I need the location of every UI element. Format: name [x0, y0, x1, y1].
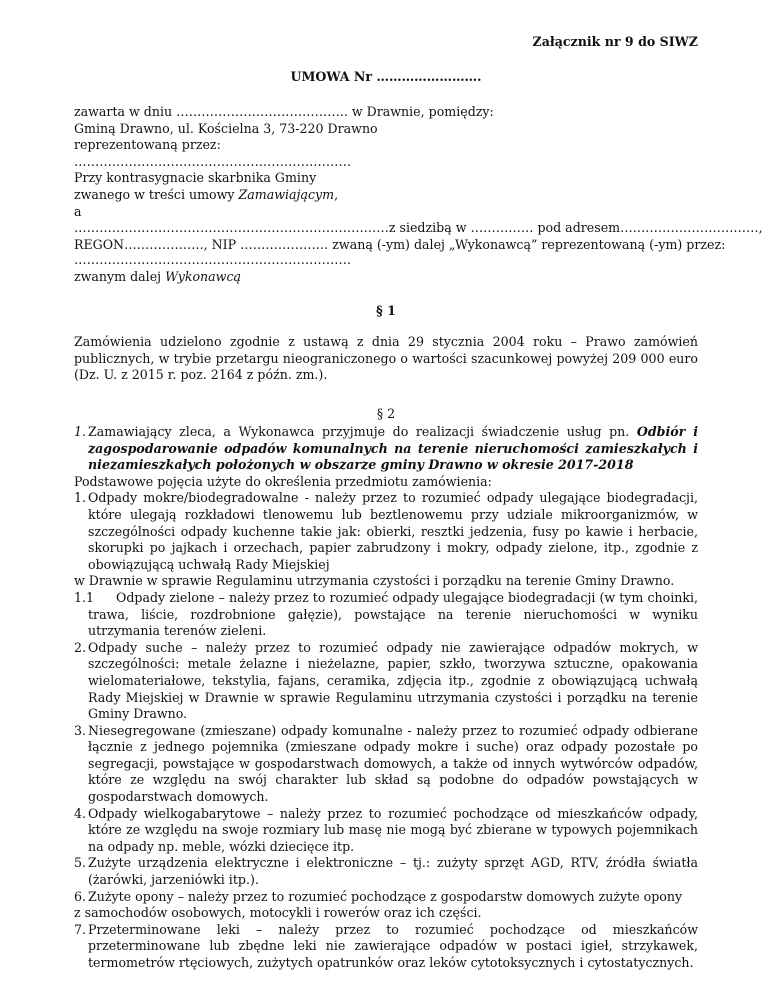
intro-countersignature: Przy kontrasygnacie skarbnika Gminy [74, 170, 317, 186]
definition-item-4: 4. Odpady wielkogabarytowe – należy przez to rozumieć pochodzące od mieszkańców odpady, które ze względu na swoje rozmiary lub masę nie mogą być zbierane w typowych pojemnikach na odpady np. meble, wózki dziecięce itp. [74, 805, 698, 854]
definition-item-1-1: 1.1 Odpady zielone – należy przez to rozumieć odpady ulegające biodegradacji (w tym choinki, trawa, liście, rozdrobnione gałęzie), powstające na terenie nieruchomości w wyniku utrzymania terenów zieleni. [74, 589, 698, 639]
section-2-heading: § 2 [376, 406, 396, 421]
intro-and: a [74, 203, 82, 219]
definition-item-1-continued: w Drawnie w sprawie Regulaminu utrzymania czystości i porządku na terenie Gminy Drawno. [74, 573, 675, 589]
definition-item-1: 1. Odpady mokre/biodegradowalne - należy przez to rozumieć odpady ulegające biodegradacji, które ulegają rozkładowi tlenowemu lub beztlenowemu przy udziale mikroorganizmów, w szczególności odpady kuchenne takie jak: obierki, resztki jedzenia, fusy po kawie i herbacie, skorupki po jajkach i orzechach, papier zabrudzony i mokry, odpady zielone, itp., zgodnie z obowiązującą uchwałą Rady Miejskiej [74, 490, 698, 572]
section-1-text: Zamówienia udzielono zgodnie z ustawą z dnia 29 stycznia 2004 roku – Prawo zamówień publicznych, w trybie przetargu nieograniczonego o wartości szacunkowej powyżej 209 000 euro (Dz. U. z 2015 r. poz. 2164 z późn. zm.). [74, 334, 698, 383]
intro-representative-blank: ………………………………………………………… [74, 153, 352, 169]
section-2-body [74, 424, 698, 972]
intro-represented-by: reprezentowaną przez: [74, 137, 221, 153]
contract-title: UMOWA Nr ……………………. [290, 69, 482, 84]
contract-intro [74, 104, 763, 253]
intro-called-ordering-party: zwanego w treści umowy Zamawiającym, [74, 186, 339, 202]
definition-item-7: 7. Przeterminowane leki – należy przez to rozumieć pochodzące od mieszkańców przeterminowane lub zbędne leki nie zawierające odpadów w postaci igieł, strzykawek, termometrów rtęciowych, zużytych opatrunków oraz leków cytotoksycznych i cytostatycznych. [74, 921, 698, 970]
intro-contractor-representative-blank: ………………………………………………………… [74, 252, 352, 267]
definition-item-6-continued: z samochodów osobowych, motocykli i rowerów oraz ich części. [74, 905, 482, 921]
intro-date-line: zawarta w dniu ………………………………….. w Drawnie, pomiędzy: [74, 104, 494, 119]
basic-concepts-heading: Podstawowe pojęcia użyte do określenia przedmiotu zamówienia: [74, 473, 492, 489]
intro-tail [74, 252, 698, 285]
definition-item-3: 3. Niesegregowane (zmieszane) odpady komunalne - należy przez to rozumieć odpady odbierane łącznie z jednego pojemnika (zmieszane odpady mokre i suche) oraz odpady pozostałe po segregacji, powstające w gospodarstwach domowych, a także od innych wytwórców odpadów, które ze względu na swój charakter lub skład są podobne do odpadów powstających w gospodarstwach domowych. [74, 722, 698, 805]
definition-item-5: 5. Zużyte urządzenia elektryczne i elektroniczne – tj.: zużyty sprzęt AGD, RTV, źródła światła (żarówki, jarzeniówki itp.). [74, 855, 698, 888]
intro-party-address: Gminą Drawno, ul. Kościelna 3, 73-220 Drawno [74, 120, 378, 136]
definition-item-2: 2. Odpady suche – należy przez to rozumieć odpady nie zawierające odpadów mokrych, w szczególności: metale żelazne i nieżelazne, papier, szkło, tworzywa sztuczne, opakowania wielomateriałowe, tekstylia, fajans, ceramika, zdjęcia itp., zgodnie z obowiązującą uchwałą Rady Miejskiej w Drawnie w sprawie Regulaminu utrzymania czystości i porządku na terenie Gminy Drawno. [74, 639, 698, 722]
definition-item-6: 6. Zużyte opony – należy przez to rozumieć pochodzące z gospodarstw domowych zużyte opony [74, 888, 683, 904]
intro-contractor-ids: REGON………………., NIP ………………… zwaną (-ym) dalej „Wykonawcą” reprezentowaną (-ym) przez: [74, 236, 726, 252]
attachment-label: Załącznik nr 9 do SIWZ [532, 34, 698, 49]
intro-contractor-seat: …………………………………………………………………z siedzibą w …………… pod adresem……………………………, [74, 220, 763, 236]
intro-called-contractor: zwanym dalej Wykonawcą [74, 268, 242, 284]
section-2-point-1: 1. Zamawiający zleca, a Wykonawca przyjmuje do realizacji świadczenie usług pn. Odbiór i zagospodarowanie odpadów komunalnych na terenie nieruchomości zamieszkałych i niezamieszkałych położonych w obszarze gminy Drawno w okresie 2017-2018 [74, 424, 698, 473]
section-1-heading: § 1 [376, 303, 396, 318]
